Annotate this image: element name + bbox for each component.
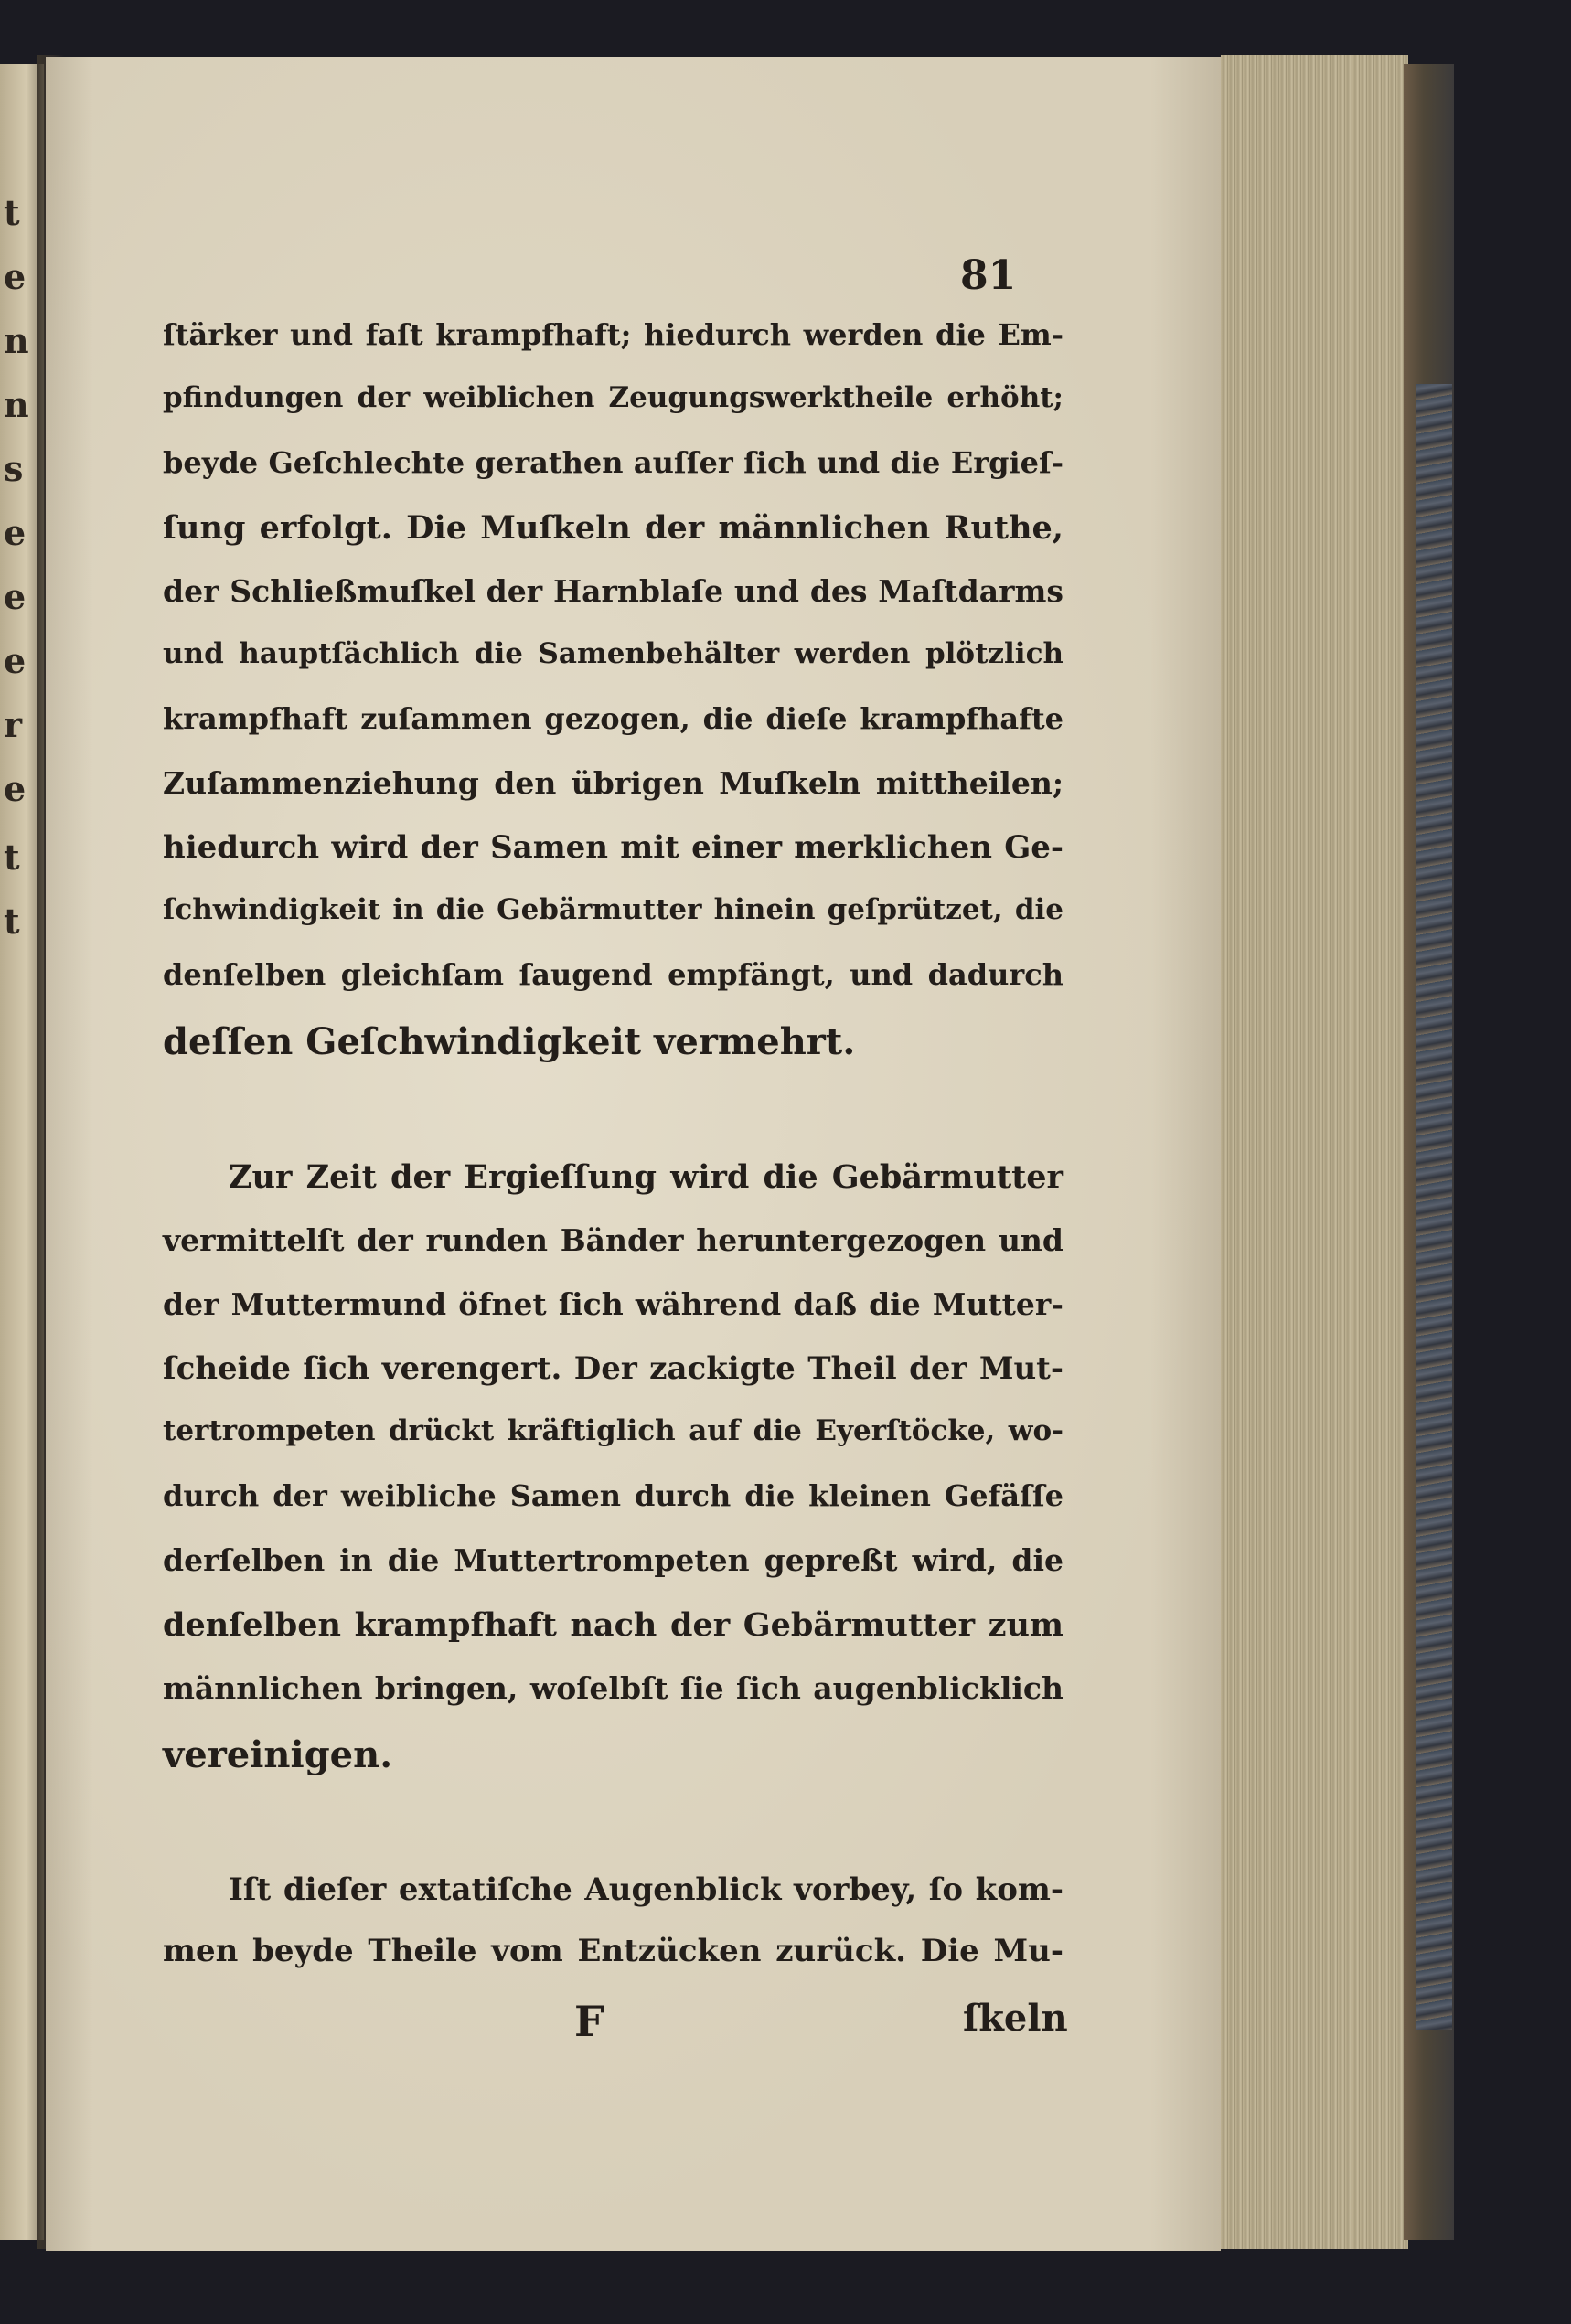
facing-page-fragment: e: [4, 512, 27, 553]
signature-mark: F: [574, 1997, 604, 2046]
text-line: vermittelſt der runden Bänder heruntergezogen und: [163, 1222, 1063, 1258]
facing-page-fragment: t: [4, 901, 20, 942]
text-line: Zur Zeit der Ergieſſung wird die Gebärmutter: [229, 1158, 1063, 1196]
text-line: pfindungen der weiblichen Zeugungswerktheile erhöht;: [163, 381, 1063, 414]
text-line: hiedurch wird der Samen mit einer merklichen Ge-: [163, 829, 1063, 866]
text-line: und hauptſächlich die Samenbehälter werden plötzlich: [163, 637, 1063, 670]
facing-page-fragment: e: [4, 576, 27, 617]
text-line: männlichen bringen, woſelbſt ſie ſich augenblicklich: [163, 1670, 1063, 1706]
text-line: ſchwindigkeit in die Gebärmutter hinein geſprützet, die: [163, 893, 1063, 926]
facing-page-fragment: e: [4, 768, 27, 809]
facing-page-fragment: t: [4, 192, 20, 233]
facing-page-fragment: t: [4, 837, 20, 878]
text-line: vereinigen.: [163, 1733, 393, 1776]
text-line: denſelben gleichſam ſaugend empfängt, und dadurch: [163, 957, 1063, 992]
text-line: krampfhaft zuſammen gezogen, die dieſe krampfhafte: [163, 701, 1063, 736]
text-line: men beyde Theile vom Entzücken zurück. Die Mu-: [163, 1933, 1063, 1969]
facing-page-fragment: r: [4, 704, 23, 745]
facing-page-fragment: s: [4, 448, 24, 489]
page-number: 81: [960, 252, 1017, 299]
text-line: deſſen Geſchwindigkeit vermehrt.: [163, 1020, 856, 1063]
text-line: der Muttermund öfnet ſich während daß die Mutter-: [163, 1286, 1063, 1322]
text-line: ſcheide ſich verengert. Der zackigte Theil der Mut-: [163, 1350, 1063, 1387]
facing-page-fragment: n: [4, 384, 29, 425]
text-line: denſelben krampfhaft nach der Gebärmutter zum: [163, 1606, 1063, 1644]
marbled-cover: [1416, 384, 1452, 2030]
text-line: beyde Geſchlechte gerathen auſſer ſich und die Ergieſ-: [163, 445, 1063, 480]
book-page: [46, 57, 1221, 2251]
text-line: derſelben in die Muttertrompeten gepreßt wird, die: [163, 1542, 1063, 1578]
facing-page-fragment: n: [4, 320, 29, 361]
facing-page-fragment: e: [4, 256, 27, 297]
text-line: der Schließmuſkel der Harnblaſe und des Maſtdarms: [163, 573, 1063, 609]
text-line: Iſt dieſer extatiſche Augenblick vorbey, ſo kom-: [229, 1871, 1063, 1908]
text-line: ſung erfolgt. Die Muſkeln der männlichen Ruthe,: [163, 509, 1063, 547]
text-line: Zuſammenziehung den übrigen Muſkeln mittheilen;: [163, 765, 1063, 801]
page-block-edge: [1221, 55, 1408, 2249]
text-line: ſtärker und faſt krampfhaft; hiedurch werden die Em-: [163, 317, 1063, 352]
text-line: durch der weibliche Samen durch die kleinen Gefäſſe: [163, 1478, 1063, 1513]
facing-page-fragment: e: [4, 640, 27, 681]
text-line: tertrompeten drückt kräftiglich auf die Eyerſtöcke, wo-: [163, 1414, 1063, 1447]
catchword: ſkeln: [963, 1997, 1068, 2040]
